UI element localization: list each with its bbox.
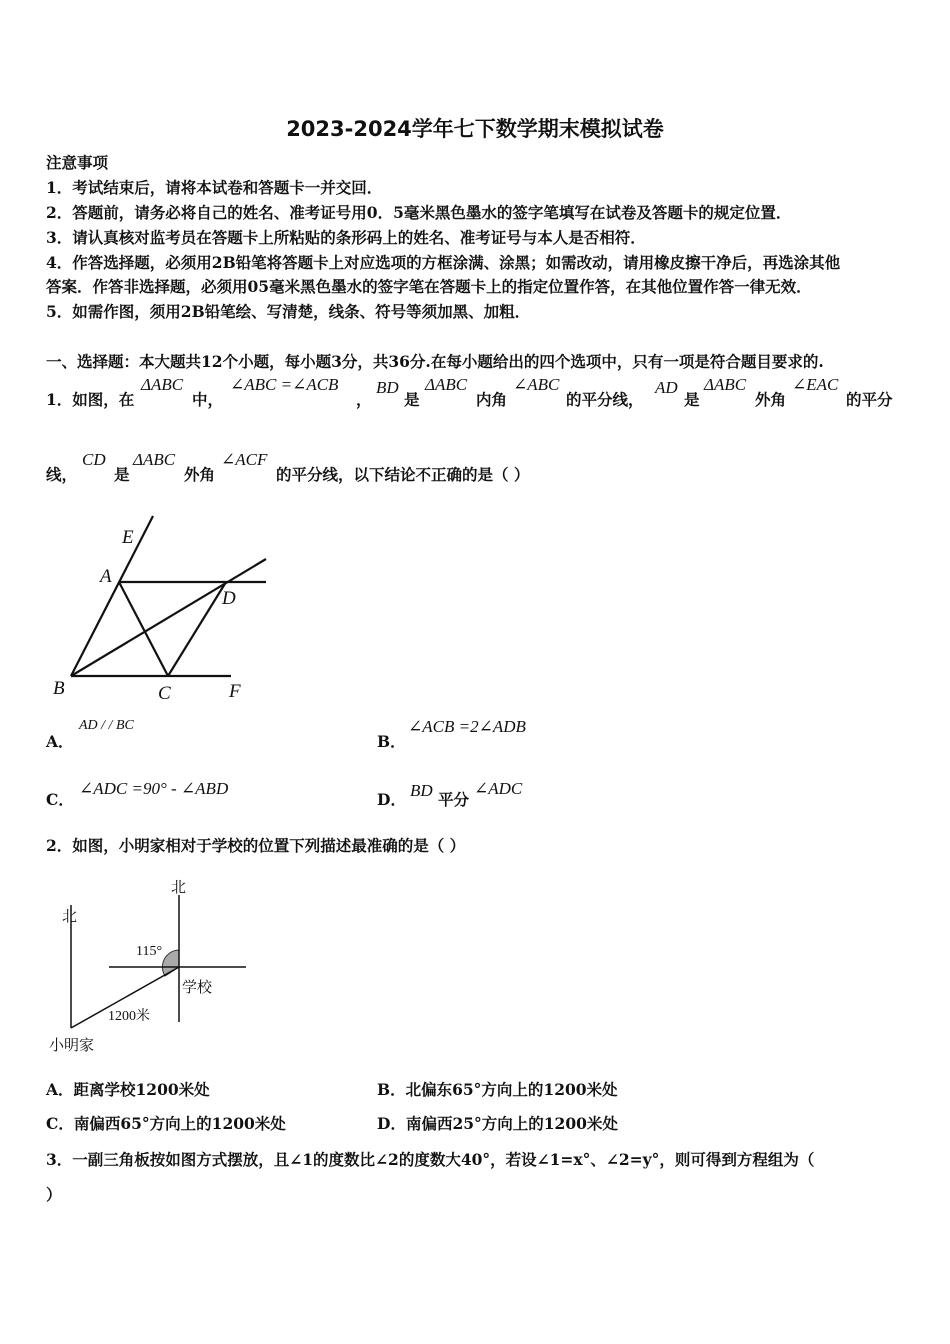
q1-option-a-label: A．: [46, 732, 74, 751]
q1-math: ΔABC: [425, 375, 468, 394]
q1-math: ΔABC: [704, 375, 747, 394]
q1-text: 中，: [192, 390, 224, 409]
notice-item: 3．请认真核对监考员在答题卡上所粘贴的条形码上的姓名、准考证号与本人是否相符．: [46, 228, 646, 247]
q1-text: 的平分线，以下结论不正确的是（ ）: [276, 465, 530, 484]
q2-stem: 2．如图，小明家相对于学校的位置下列描述最准确的是（ ）: [46, 836, 466, 855]
q3-stem-cont: ）: [46, 1185, 62, 1204]
page-title: 2023-2024学年七下数学期末模拟试卷: [286, 117, 664, 141]
q1-option-b-label: B．: [377, 732, 406, 751]
q1-option-c: ∠ADC =90° - ∠ABD: [79, 779, 229, 798]
q2-option-a: A．距离学校1200米处: [46, 1080, 210, 1099]
q1-option-d-math: BD: [410, 781, 433, 800]
q1-text: 外角: [755, 390, 787, 409]
home-label: 小明家: [49, 1038, 95, 1054]
q3-stem: 3．一副三角板按如图方式摆放，且∠1的度数比∠2的度数大40°，若设∠1=x°、∠2=y°，则可得到方程组为（: [46, 1150, 815, 1169]
q1-math: AD: [655, 378, 678, 397]
notice-item: 2．答题前，请务必将自己的姓名、准考证号用0．5毫米黑色墨水的签字笔填写在试卷及答题卡的规定位置．: [46, 203, 792, 222]
notice-heading: 注意事项: [46, 153, 109, 172]
q1-option-d-text: 平分: [438, 790, 470, 809]
section-heading: 一、选择题：本大题共12个小题，每小题3分，共36分.在每小题给出的四个选项中，只有一项是符合题目要求的.: [46, 352, 824, 371]
q1-text: 是: [684, 390, 700, 409]
q1-math: ∠ACF: [221, 450, 268, 469]
q1-option-a: AD / / BC: [79, 718, 134, 733]
q1-figure: [40, 510, 280, 710]
q2-figure: [40, 870, 260, 1060]
q1-math: ∠EAC: [792, 375, 839, 394]
label-f: F: [229, 681, 241, 702]
q1-math: BD: [376, 378, 399, 397]
q2-option-d: D．南偏西25°方向上的1200米处: [377, 1114, 618, 1133]
q1-text: 外角: [184, 465, 216, 484]
q1-text: 线，: [46, 465, 78, 484]
q1-math: ∠ABC: [513, 375, 560, 394]
q2-option-c: C．南偏西65°方向上的1200米处: [46, 1114, 286, 1133]
label-e: E: [122, 527, 134, 548]
label-c: C: [158, 683, 171, 704]
q1-text: 的平分线，: [566, 390, 644, 409]
q1-math: ΔABC: [141, 375, 184, 394]
label-b: B: [53, 678, 65, 699]
q1-math: ∠ABC =∠ACB: [230, 375, 339, 394]
label-a: A: [100, 566, 112, 587]
north-label-left: 北: [62, 909, 78, 925]
line-ac: [119, 582, 168, 676]
notice-item: 答案．作答非选择题，必须用05毫米黑色墨水的签字笔在答题卡上的指定位置作答，在其他位置作答一律无效．: [46, 277, 812, 296]
line-cd: [168, 582, 226, 676]
q1-text: 内角: [476, 390, 508, 409]
q1-math: ΔABC: [133, 450, 176, 469]
q1-number: 1．如图，在: [46, 390, 135, 409]
q1-option-b: ∠ACB =2∠ADB: [408, 717, 526, 736]
notice-item: 4．作答选择题，必须用2B铅笔将答题卡上对应选项的方框涂满、涂黑；如需改动，请用橡皮擦干净后，再选涂其他: [46, 253, 841, 272]
label-d: D: [222, 588, 236, 609]
q1-text: 是: [114, 465, 130, 484]
north-label-right: 北: [171, 880, 187, 896]
q1-text: 的平分: [846, 390, 893, 409]
school-label: 学校: [182, 980, 213, 996]
q2-option-b: B．北偏东65°方向上的1200米处: [377, 1080, 618, 1099]
q1-option-d-math: ∠ADC: [474, 779, 523, 798]
angle-label: 115°: [136, 944, 163, 959]
q1-option-c-label: C．: [46, 790, 74, 809]
q1-text: ，: [356, 390, 372, 409]
q1-text: 是: [404, 390, 420, 409]
notice-item: 5．如需作图，须用2B铅笔绘、写清楚，线条、符号等须加黑、加粗．: [46, 302, 531, 321]
q1-math: CD: [82, 450, 106, 469]
q1-option-d-label: D．: [377, 790, 406, 809]
distance-label: 1200米: [108, 1009, 150, 1024]
notice-item: 1．考试结束后，请将本试卷和答题卡一并交回．: [46, 178, 383, 197]
